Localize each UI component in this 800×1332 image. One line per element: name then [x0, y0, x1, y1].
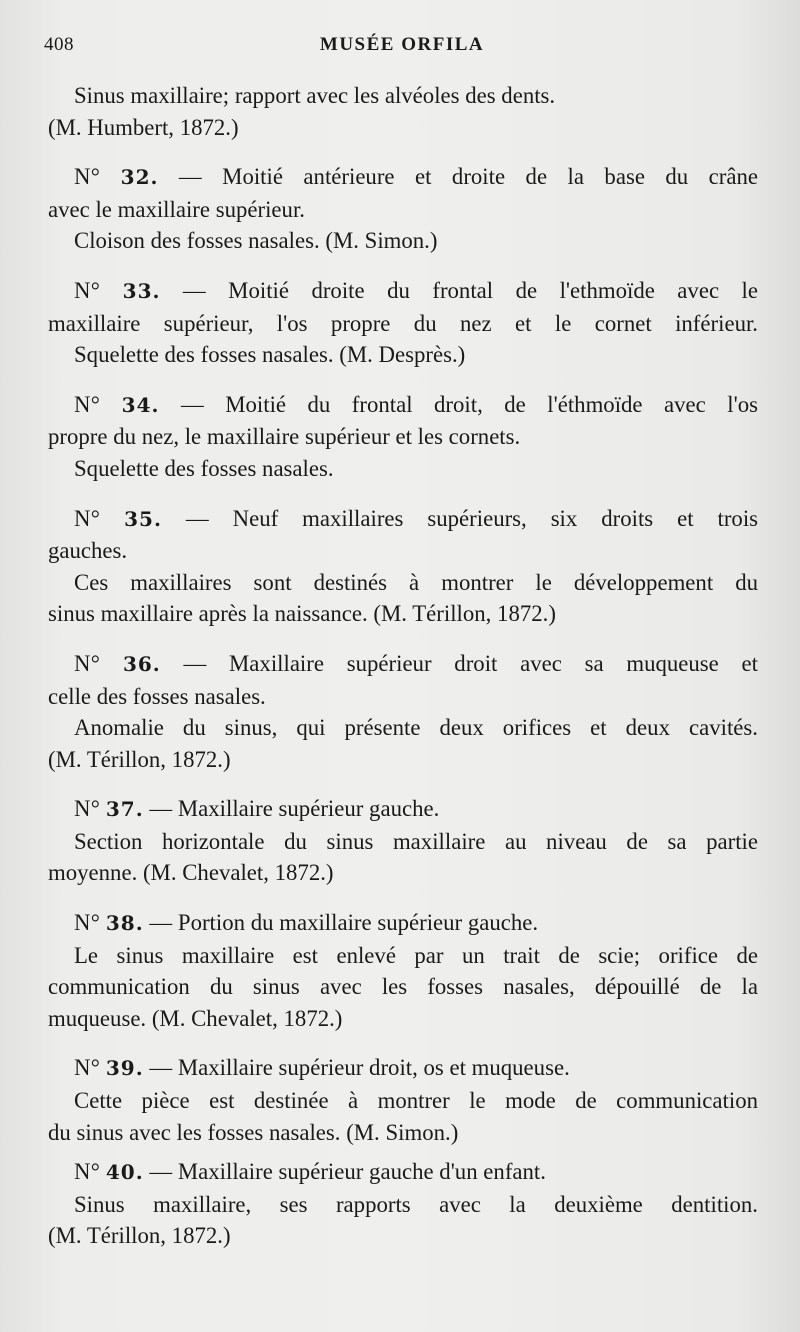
continuation-entry	[48, 80, 758, 143]
entry-label: N°	[74, 391, 101, 417]
text-line: — Maxillaire supérieur droit, os et muqueuse.	[149, 1055, 570, 1081]
text-line: (M. Térillon, 1872.)	[48, 1223, 231, 1249]
text-line: Cloison des fosses nasales. (M. Simon.)	[74, 228, 438, 254]
catalogue-entry-37	[48, 793, 758, 889]
text-line: sinus maxillaire après la naissance. (M. Térillon, 1872.)	[48, 601, 556, 627]
text-line: muqueuse. (M. Chevalet, 1872.)	[48, 1005, 343, 1031]
text-line: avec le maxillaire supérieur.	[48, 196, 305, 222]
text-line: — Moitié du frontal droit, de l'éthmoïde avec l'os	[180, 391, 758, 417]
text-line: Le sinus maxillaire est enlevé par un trait de scie; orifice de	[74, 942, 758, 968]
entry-label: N°	[74, 164, 101, 190]
catalogue-entry-32	[48, 161, 758, 257]
catalogue-entry-38	[48, 907, 758, 1034]
text-line: — Maxillaire supérieur gauche d'un enfant.	[149, 1159, 546, 1185]
text-line: Cette pièce est destinée à montrer le mode de communication	[74, 1088, 758, 1114]
entry-number: 33.	[122, 278, 161, 303]
entry-label: N°	[74, 277, 101, 303]
entry-number: 35.	[124, 506, 162, 531]
text-line: Squelette des fosses nasales. (M. Desprès.)	[74, 342, 466, 368]
catalogue-text	[48, 80, 758, 1252]
entry-label: N°	[74, 505, 101, 531]
entry-number: 39.	[105, 1056, 144, 1081]
entry-label: N°	[74, 910, 101, 936]
entry-label: N°	[74, 1055, 101, 1081]
text-line: — Moitié antérieure et droite de la base du crâne	[178, 164, 759, 190]
text-line: gauches.	[48, 538, 128, 564]
text-line: — Maxillaire supérieur gauche.	[149, 796, 440, 822]
entry-number: 37.	[105, 797, 144, 822]
catalogue-entry-36	[48, 648, 758, 775]
entry-number: 38.	[105, 911, 144, 936]
text-line: propre du nez, le maxillaire supérieur et les cornets.	[48, 424, 521, 450]
entry-number: 40.	[105, 1160, 144, 1185]
page-number: 408	[44, 34, 74, 55]
entry-label: N°	[74, 1159, 101, 1185]
text-line: — Maxillaire supérieur droit avec sa muqueuse et	[183, 650, 758, 676]
text-line: celle des fosses nasales.	[48, 683, 266, 709]
catalogue-entry-39	[48, 1052, 758, 1148]
text-line: maxillaire supérieur, l'os propre du nez et le cornet inférieur.	[48, 310, 758, 336]
catalogue-entry-35	[48, 503, 758, 630]
entry-number: 32.	[120, 165, 159, 190]
text-line: (M. Humbert, 1872.)	[48, 114, 239, 140]
text-line: Sinus maxillaire, ses rapports avec la deuxième dentition.	[74, 1191, 758, 1217]
catalogue-entry-40	[48, 1156, 758, 1252]
text-line: — Neuf maxillaires supérieurs, six droits et trois	[185, 505, 759, 531]
text-line: Sinus maxillaire; rapport avec les alvéoles des dents.	[74, 83, 556, 108]
text-line: Anomalie du sinus, qui présente deux orifices et deux cavités.	[74, 715, 758, 741]
text-line: communication du sinus avec les fosses nasales, dépouillé de la	[48, 974, 758, 1000]
text-line: Squelette des fosses nasales.	[74, 455, 334, 481]
entry-number: 34.	[121, 392, 160, 417]
entry-label: N°	[74, 650, 101, 676]
text-line: Section horizontale du sinus maxillaire au niveau de sa partie	[74, 828, 758, 854]
entry-label: N°	[74, 796, 101, 822]
catalogue-entry-33	[48, 275, 758, 371]
catalogue-entry-34	[48, 389, 758, 485]
entry-number: 36.	[122, 651, 161, 676]
text-line: moyenne. (M. Chevalet, 1872.)	[48, 860, 334, 886]
text-line: (M. Térillon, 1872.)	[48, 746, 231, 772]
running-head	[44, 34, 760, 62]
text-line: du sinus avec les fosses nasales. (M. Simon.)	[48, 1119, 459, 1145]
text-line: — Moitié droite du frontal de l'ethmoïde avec le	[182, 277, 758, 303]
page-title: MUSÉE ORFILA	[319, 34, 485, 55]
text-line: — Portion du maxillaire supérieur gauche.	[149, 910, 539, 936]
text-line: Ces maxillaires sont destinés à montrer le développement du	[74, 569, 758, 595]
